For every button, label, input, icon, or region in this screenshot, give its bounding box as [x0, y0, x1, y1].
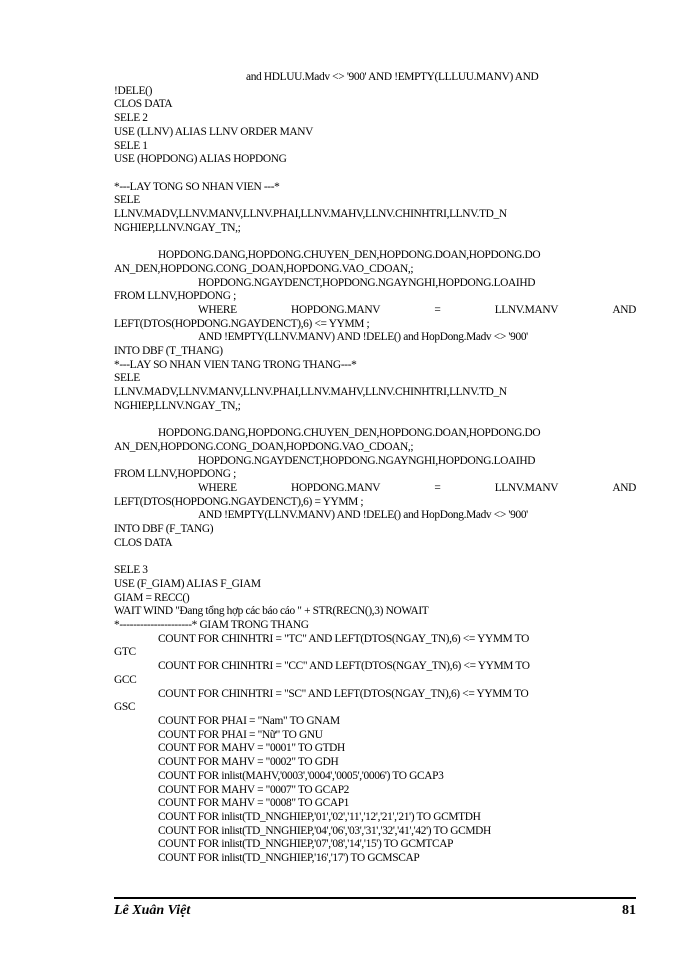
- code-line: SELE: [114, 194, 140, 207]
- code-token: HOPDONG.MANV: [290, 482, 381, 495]
- code-line: AND !EMPTY(LLNV.MANV) AND !DELE() and HopDong.Madv <> '900': [198, 509, 528, 522]
- code-line: COUNT FOR CHINHTRI = "CC" AND LEFT(DTOS(NGAY_TN),6) <= YYMM TO: [158, 660, 530, 673]
- code-token: LLNV.MANV: [494, 303, 559, 316]
- code-line: COUNT FOR inlist(MAHV,'0003','0004','0005','0006') TO GCAP3: [158, 769, 444, 782]
- code-line: COUNT FOR inlist(TD_NNGHIEP,'07','08','14','15') TO GCMTCAP: [158, 838, 454, 851]
- code-line: SELE 2: [114, 112, 148, 125]
- code-line: COUNT FOR MAHV = "0002" TO GDH: [158, 756, 339, 769]
- code-token: =: [434, 303, 441, 316]
- footer-divider: [114, 897, 636, 899]
- code-where-line: [114, 482, 636, 496]
- code-line: HOPDONG.NGAYDENCT,HOPDONG.NGAYNGHI,HOPDONG.LOAIHD: [198, 276, 536, 289]
- code-line: GIAM = RECC(): [114, 591, 190, 604]
- code-line: CLOS DATA: [114, 98, 173, 111]
- code-line: COUNT FOR PHAI = "Nam" TO GNAM: [158, 714, 340, 727]
- code-token: =: [434, 482, 441, 495]
- code-line: GCC: [114, 673, 137, 686]
- code-line: SELE 3: [114, 564, 148, 577]
- code-line: GTC: [114, 646, 136, 659]
- code-comment: *---------------------* GIAM TRONG THANG: [114, 619, 309, 632]
- code-line: AN_DEN,HOPDONG.CONG_DOAN,HOPDONG.VAO_CDOAN,;: [114, 262, 414, 275]
- footer-author: Lê Xuân Việt: [114, 903, 191, 918]
- code-line: COUNT FOR MAHV = "0007" TO GCAP2: [158, 783, 350, 796]
- code-line: AND !EMPTY(LLNV.MANV) AND !DELE() and HopDong.Madv <> '900': [198, 331, 528, 344]
- code-line: COUNT FOR inlist(TD_NNGHIEP,'01','02','11','12','21','21') TO GCMTDH: [158, 810, 481, 823]
- code-line: LLNV.MADV,LLNV.MANV,LLNV.PHAI,LLNV.MAHV,LLNV.CHINHTRI,LLNV.TD_N: [114, 386, 507, 399]
- code-line: SELE: [114, 372, 140, 385]
- code-line: !DELE(): [114, 84, 153, 97]
- blank-line: [114, 235, 636, 249]
- code-line: LLNV.MADV,LLNV.MANV,LLNV.PHAI,LLNV.MAHV,LLNV.CHINHTRI,LLNV.TD_N: [114, 208, 507, 221]
- code-line: HOPDONG.DANG,HOPDONG.CHUYEN_DEN,HOPDONG.DOAN,HOPDONG.DO: [158, 427, 541, 440]
- code-listing: [114, 71, 636, 866]
- code-token: AND: [612, 482, 636, 495]
- code-line: COUNT FOR MAHV = "0001" TO GTDH: [158, 742, 345, 755]
- code-line: INTO DBF (T_THANG): [114, 345, 223, 358]
- blank-line: [114, 551, 636, 565]
- code-comment: *---LAY SO NHAN VIEN TANG TRONG THANG---*: [114, 358, 357, 371]
- code-line: USE (LLNV) ALIAS LLNV ORDER MANV: [114, 125, 313, 138]
- blank-line: [114, 414, 636, 428]
- code-line: FROM LLNV,HOPDONG ;: [114, 468, 236, 481]
- code-line: NGHIEP,LLNV.NGAY_TN,;: [114, 221, 241, 234]
- code-line: NGHIEP,LLNV.NGAY_TN,;: [114, 399, 241, 412]
- code-line: COUNT FOR MAHV = "0008" TO GCAP1: [158, 797, 350, 810]
- code-comment: *---LAY TONG SO NHAN VIEN ---*: [114, 180, 280, 193]
- code-token: WHERE: [198, 482, 237, 495]
- page-number: 81: [622, 903, 636, 918]
- code-token: AND: [612, 303, 636, 316]
- code-line: FROM LLNV,HOPDONG ;: [114, 290, 236, 303]
- blank-line: [114, 167, 636, 181]
- code-line: CLOS DATA: [114, 536, 173, 549]
- code-line: LEFT(DTOS(HOPDONG.NGAYDENCT),6) <= YYMM ;: [114, 317, 370, 330]
- code-line: WAIT WIND "Đang tổng hợp các báo cáo " + STR(RECN(),3) NOWAIT: [114, 605, 429, 618]
- code-line: COUNT FOR CHINHTRI = "SC" AND LEFT(DTOS(NGAY_TN),6) <= YYMM TO: [158, 687, 529, 700]
- code-line: AN_DEN,HOPDONG.CONG_DOAN,HOPDONG.VAO_CDOAN,;: [114, 440, 414, 453]
- code-line: GSC: [114, 701, 136, 714]
- code-token: WHERE: [198, 303, 237, 316]
- code-line: USE (HOPDONG) ALIAS HOPDONG: [114, 153, 287, 166]
- code-line: COUNT FOR PHAI = "Nữ" TO GNU: [158, 728, 323, 741]
- code-line: HOPDONG.NGAYDENCT,HOPDONG.NGAYNGHI,HOPDONG.LOAIHD: [198, 454, 536, 467]
- code-line: HOPDONG.DANG,HOPDONG.CHUYEN_DEN,HOPDONG.DOAN,HOPDONG.DO: [158, 249, 541, 262]
- code-line: and HDLUU.Madv <> '900' AND !EMPTY(LLLUU.MANV) AND: [246, 71, 539, 83]
- code-where-line: [114, 304, 636, 318]
- code-token: HOPDONG.MANV: [290, 303, 381, 316]
- code-line: COUNT FOR inlist(TD_NNGHIEP,'16','17') TO GCMSCAP: [158, 852, 420, 865]
- code-line: USE (F_GIAM) ALIAS F_GIAM: [114, 577, 261, 590]
- code-line: COUNT FOR CHINHTRI = "TC" AND LEFT(DTOS(NGAY_TN),6) <= YYMM TO: [158, 632, 529, 645]
- code-line: INTO DBF (F_TANG): [114, 523, 214, 536]
- code-line: LEFT(DTOS(HOPDONG.NGAYDENCT),6) = YYMM ;: [114, 495, 364, 508]
- code-line: SELE 1: [114, 139, 148, 152]
- code-line: COUNT FOR inlist(TD_NNGHIEP,'04','06','03','31','32','41','42') TO GCMDH: [158, 824, 491, 837]
- code-token: LLNV.MANV: [494, 482, 559, 495]
